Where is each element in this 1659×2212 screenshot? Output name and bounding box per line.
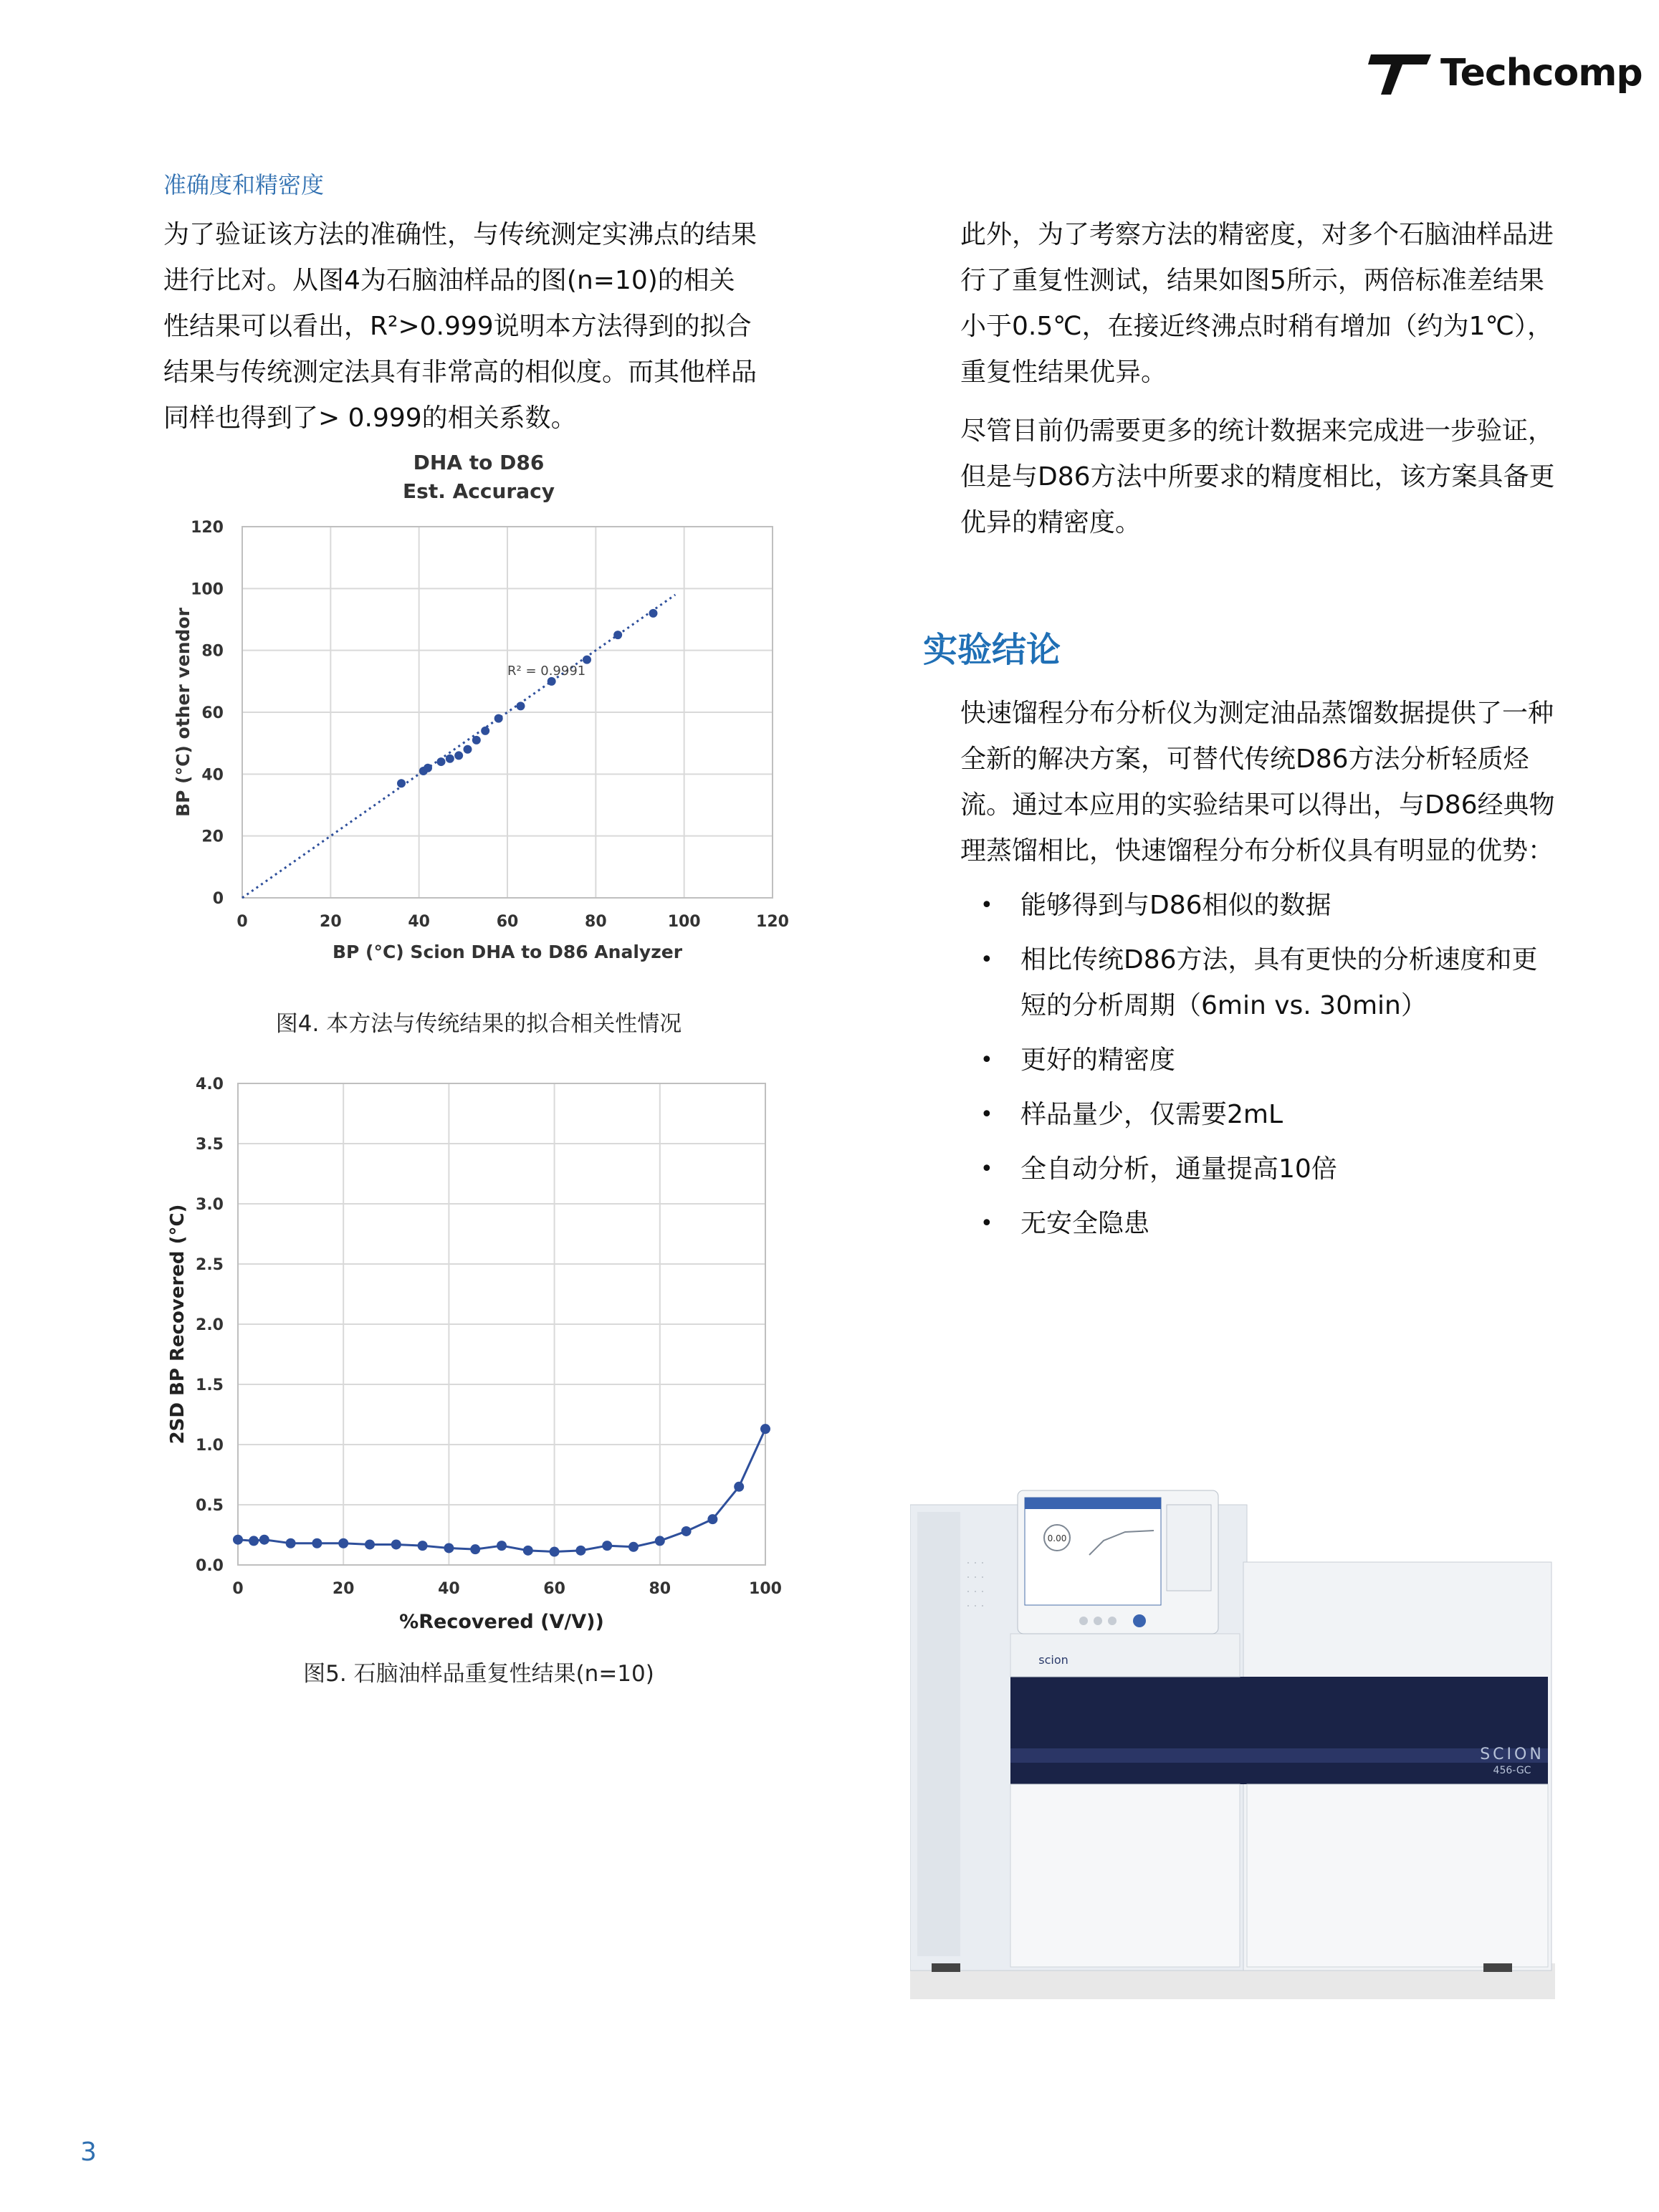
data-point bbox=[391, 1539, 401, 1549]
data-point bbox=[707, 1514, 717, 1524]
list-item: • 样品量少，仅需要2mL bbox=[975, 1092, 1562, 1138]
data-point bbox=[249, 1536, 259, 1546]
y-tick-label: 2.5 bbox=[196, 1256, 224, 1274]
chart-title: DHA to D86 bbox=[413, 451, 545, 474]
x-tick-label: 0 bbox=[232, 1580, 244, 1598]
data-point bbox=[760, 1424, 770, 1434]
figure5-caption: 图5. 石脑油样品重复性结果(n=10) bbox=[303, 1661, 654, 1687]
data-point bbox=[734, 1482, 744, 1492]
y-tick-label: 3.0 bbox=[196, 1196, 224, 1214]
list-item: • 无安全隐患 bbox=[975, 1201, 1562, 1247]
data-point bbox=[437, 757, 446, 766]
y-tick-label: 120 bbox=[191, 519, 224, 537]
x-axis-label: %Recovered (V/V)) bbox=[399, 1611, 604, 1633]
gc-instrument-image bbox=[910, 1476, 1555, 1999]
data-point bbox=[583, 656, 591, 664]
validation-paragraph: 尽管目前仍需要更多的统计数据来完成进一步验证，但是与D86方法中所要求的精度相比，该方案具备更优异的精密度。 bbox=[960, 416, 1555, 537]
bullet-icon: • bbox=[980, 893, 993, 918]
data-point bbox=[602, 1541, 612, 1551]
x-tick-label: 20 bbox=[332, 1580, 355, 1598]
y-tick-label: 0.0 bbox=[196, 1557, 224, 1575]
model-label: 456-GC bbox=[1493, 1765, 1531, 1776]
x-tick-label: 60 bbox=[496, 913, 519, 931]
data-point bbox=[397, 779, 406, 787]
data-point bbox=[312, 1538, 322, 1548]
y-tick-label: 2.0 bbox=[196, 1316, 224, 1334]
y-tick-label: 80 bbox=[201, 642, 224, 661]
x-tick-label: 80 bbox=[649, 1580, 671, 1598]
data-point bbox=[233, 1535, 243, 1545]
data-point bbox=[481, 727, 489, 735]
data-point bbox=[523, 1546, 533, 1556]
brand-name: Techcomp bbox=[1440, 52, 1643, 95]
section-subheading: 准确度和精密度 bbox=[163, 171, 325, 198]
data-point bbox=[649, 609, 658, 618]
y-axis-label: 2SD BP Recovered (°C) bbox=[167, 1204, 188, 1445]
panel-readout: 0.00 bbox=[1047, 1533, 1067, 1543]
list-item: • 相比传统D86方法，具有更快的分析速度和更短的分析周期（6min vs. 30min） bbox=[975, 937, 1562, 1029]
chart-subtitle: Est. Accuracy bbox=[403, 479, 555, 503]
precision-paragraph: 此外，为了考察方法的精密度，对多个石脑油样品进行了重复性测试，结果如图5所示，两倍标准差结果小于0.5℃，在接近终沸点时稍有增加（约为1℃），重复性结果优异。 bbox=[960, 220, 1554, 387]
data-point bbox=[497, 1541, 507, 1551]
data-point bbox=[365, 1539, 375, 1549]
bullet-icon: • bbox=[980, 1048, 993, 1073]
advantages-list bbox=[975, 883, 1562, 1255]
data-point bbox=[259, 1535, 269, 1545]
data-point bbox=[613, 631, 622, 639]
r-squared-annotation: R² = 0.9991 bbox=[507, 664, 586, 679]
x-tick-label: 100 bbox=[749, 1580, 782, 1598]
data-point bbox=[446, 755, 454, 763]
figure4-caption: 图4. 本方法与传统结果的拟合相关性情况 bbox=[275, 1011, 682, 1037]
data-point bbox=[470, 1544, 480, 1554]
y-tick-label: 1.0 bbox=[196, 1437, 224, 1455]
data-point bbox=[338, 1538, 348, 1548]
bullet-icon: • bbox=[980, 1102, 993, 1127]
trendline bbox=[242, 595, 675, 898]
accuracy-scatter-chart bbox=[163, 441, 794, 964]
small-brand-label: scion bbox=[1038, 1653, 1068, 1667]
y-tick-label: 40 bbox=[201, 766, 224, 785]
data-point bbox=[454, 751, 463, 760]
data-point bbox=[418, 1541, 428, 1551]
x-tick-label: 0 bbox=[236, 913, 248, 931]
data-point bbox=[575, 1546, 585, 1556]
data-point bbox=[444, 1543, 454, 1553]
x-tick-label: 40 bbox=[438, 1580, 460, 1598]
x-tick-label: 100 bbox=[667, 913, 701, 931]
list-item: • 更好的精密度 bbox=[975, 1038, 1562, 1083]
data-point bbox=[682, 1526, 692, 1536]
bullet-icon: • bbox=[980, 947, 993, 972]
y-tick-label: 100 bbox=[191, 580, 224, 599]
list-item: • 能够得到与D86相似的数据 bbox=[975, 883, 1562, 929]
logo-mark-icon bbox=[1365, 49, 1437, 100]
bullet-icon: • bbox=[980, 1157, 993, 1182]
y-tick-label: 20 bbox=[201, 828, 224, 846]
y-tick-label: 1.5 bbox=[196, 1376, 224, 1394]
data-point bbox=[286, 1538, 296, 1548]
x-tick-label: 40 bbox=[408, 913, 430, 931]
data-point bbox=[517, 702, 525, 710]
x-tick-label: 60 bbox=[543, 1580, 565, 1598]
accuracy-paragraph: 为了验证该方法的准确性，与传统测定实沸点的结果进行比对。从图4为石脑油样品的图(n=10)的相关性结果可以看出，R²>0.999说明本方法得到的拟合结果与传统测定法具有非常高的相似度。而其他样品同样也得到了> 0.999的相关系数。 bbox=[163, 220, 757, 433]
data-point bbox=[655, 1536, 665, 1546]
x-tick-label: 20 bbox=[320, 913, 342, 931]
list-item: • 全自动分析，通量提高10倍 bbox=[975, 1146, 1562, 1192]
y-axis-label: BP (°C) other vendor bbox=[173, 608, 193, 817]
y-tick-label: 0.5 bbox=[196, 1497, 224, 1515]
scion-label: SCION bbox=[1480, 1746, 1544, 1763]
conclusion-heading: 实验结论 bbox=[923, 630, 1061, 670]
data-point bbox=[494, 714, 503, 723]
bullet-icon: • bbox=[980, 1211, 993, 1236]
data-point bbox=[550, 1547, 560, 1557]
data-point bbox=[628, 1542, 639, 1552]
y-tick-label: 60 bbox=[201, 704, 224, 722]
conclusion-paragraph: 快速馏程分布分析仪为测定油品蒸馏数据提供了一种全新的解决方案，可替代传统D86方法分析轻质烃流。通过本应用的实验结果可以得出，与D86经典物理蒸馏相比，快速馏程分布分析仪具有明显的优势： bbox=[960, 699, 1555, 866]
data-point bbox=[472, 736, 481, 744]
data-point bbox=[424, 764, 432, 772]
x-axis-label: BP (°C) Scion DHA to D86 Analyzer bbox=[332, 942, 683, 962]
y-tick-label: 3.5 bbox=[196, 1136, 224, 1154]
x-tick-label: 120 bbox=[756, 913, 789, 931]
y-tick-label: 0 bbox=[212, 890, 224, 908]
x-tick-label: 80 bbox=[585, 913, 607, 931]
precision-line-chart bbox=[158, 1060, 788, 1641]
y-tick-label: 4.0 bbox=[196, 1076, 224, 1093]
data-point bbox=[464, 745, 472, 754]
page-number: 3 bbox=[80, 2137, 97, 2167]
